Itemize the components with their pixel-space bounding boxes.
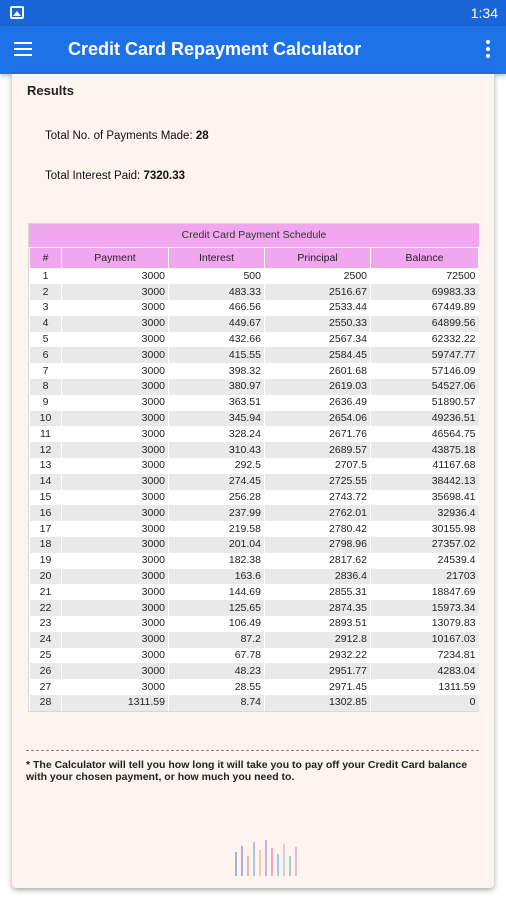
results-card	[12, 74, 494, 888]
cell-balance: 35698.41	[371, 490, 479, 506]
cell-balance: 57146.09	[371, 363, 479, 379]
cell-payment: 3000	[62, 584, 169, 600]
cell-balance: 4283.04	[371, 663, 479, 679]
cell-balance: 67449.89	[371, 300, 479, 316]
cell-principal: 2654.06	[265, 411, 371, 427]
table-row	[30, 553, 479, 569]
calculator-note: * The Calculator will tell you how long it will take you to pay off your Credit Card balance with your chosen payment, or how much you need to.	[26, 759, 468, 783]
table-row	[30, 442, 479, 458]
cell-balance: 64899.56	[371, 316, 479, 332]
cell-payment: 3000	[62, 379, 169, 395]
cell-balance: 59747.77	[371, 347, 479, 363]
cell-row-number: 28	[30, 695, 62, 711]
cell-interest: 483.33	[169, 284, 265, 300]
cell-balance: 24539.4	[371, 553, 479, 569]
cell-interest: 432.66	[169, 332, 265, 348]
cell-principal: 2743.72	[265, 490, 371, 506]
cell-principal: 2707.5	[265, 458, 371, 474]
total-interest-label: Total Interest Paid:	[45, 170, 141, 182]
cell-payment: 3000	[62, 474, 169, 490]
cell-payment: 3000	[62, 490, 169, 506]
cell-interest: 466.56	[169, 300, 265, 316]
cell-principal: 2798.96	[265, 537, 371, 553]
table-caption: Credit Card Payment Schedule	[29, 224, 479, 247]
total-interest-value: 7320.33	[143, 170, 186, 182]
table-row	[30, 648, 479, 664]
cell-row-number: 27	[30, 679, 62, 695]
cell-balance: 18847.69	[371, 584, 479, 600]
table-row	[30, 679, 479, 695]
cell-balance: 54527.06	[371, 379, 479, 395]
cell-payment: 3000	[62, 616, 169, 632]
cell-row-number: 19	[30, 553, 62, 569]
cell-balance: 1311.59	[371, 679, 479, 695]
table-row	[30, 300, 479, 316]
cell-principal: 2912.8	[265, 632, 371, 648]
cell-interest: 237.99	[169, 505, 265, 521]
table-row	[30, 616, 479, 632]
cell-interest: 144.69	[169, 584, 265, 600]
cell-principal: 2855.31	[265, 584, 371, 600]
cell-row-number: 18	[30, 537, 62, 553]
cell-principal: 2874.35	[265, 600, 371, 616]
table-header-row	[30, 248, 479, 269]
cell-row-number: 20	[30, 569, 62, 585]
cell-interest: 363.51	[169, 395, 265, 411]
cell-row-number: 9	[30, 395, 62, 411]
cell-principal: 2689.57	[265, 442, 371, 458]
cell-balance: 46564.75	[371, 426, 479, 442]
table-row	[30, 490, 479, 506]
table-row	[30, 332, 479, 348]
cell-row-number: 21	[30, 584, 62, 600]
table-body	[30, 269, 479, 711]
cell-interest: 48.23	[169, 663, 265, 679]
cell-interest: 219.58	[169, 521, 265, 537]
cell-interest: 380.97	[169, 379, 265, 395]
cell-row-number: 17	[30, 521, 62, 537]
cell-interest: 310.43	[169, 442, 265, 458]
cell-row-number: 24	[30, 632, 62, 648]
cell-balance: 7234.81	[371, 648, 479, 664]
cell-row-number: 14	[30, 474, 62, 490]
cell-principal: 2971.45	[265, 679, 371, 695]
table-row	[30, 379, 479, 395]
col-header-interest: Interest	[169, 248, 265, 269]
results-heading: Results	[27, 83, 74, 98]
table-row	[30, 458, 479, 474]
cell-principal: 2584.45	[265, 347, 371, 363]
cell-payment: 3000	[62, 442, 169, 458]
table-row	[30, 411, 479, 427]
cell-payment: 3000	[62, 569, 169, 585]
cell-principal: 2951.77	[265, 663, 371, 679]
cell-principal: 2762.01	[265, 505, 371, 521]
col-header-balance: Balance	[371, 248, 479, 269]
cell-balance: 10167.03	[371, 632, 479, 648]
table-row	[30, 395, 479, 411]
table-row	[30, 695, 479, 711]
total-payments	[45, 130, 209, 142]
col-header-number: #	[30, 248, 62, 269]
cell-balance: 38442.13	[371, 474, 479, 490]
table-row	[30, 505, 479, 521]
cell-interest: 500	[169, 269, 265, 285]
table-row	[30, 284, 479, 300]
cell-principal: 2550.33	[265, 316, 371, 332]
table-row	[30, 363, 479, 379]
cell-payment: 3000	[62, 505, 169, 521]
cell-row-number: 6	[30, 347, 62, 363]
cell-balance: 69983.33	[371, 284, 479, 300]
cell-payment: 3000	[62, 679, 169, 695]
cell-payment: 3000	[62, 426, 169, 442]
cell-interest: 256.28	[169, 490, 265, 506]
cell-payment: 3000	[62, 347, 169, 363]
cell-interest: 274.45	[169, 474, 265, 490]
table-row	[30, 537, 479, 553]
table-row	[30, 663, 479, 679]
cell-principal: 1302.85	[265, 695, 371, 711]
cell-payment: 3000	[62, 284, 169, 300]
table-row	[30, 269, 479, 285]
cell-interest: 8.74	[169, 695, 265, 711]
cell-payment: 3000	[62, 316, 169, 332]
cell-principal: 2671.76	[265, 426, 371, 442]
table-row	[30, 600, 479, 616]
cell-balance: 32936.4	[371, 505, 479, 521]
cell-interest: 345.94	[169, 411, 265, 427]
cell-row-number: 7	[30, 363, 62, 379]
cell-row-number: 4	[30, 316, 62, 332]
cell-interest: 182.38	[169, 553, 265, 569]
cell-principal: 2516.67	[265, 284, 371, 300]
cell-principal: 2601.68	[265, 363, 371, 379]
cell-payment: 3000	[62, 537, 169, 553]
cell-interest: 292.5	[169, 458, 265, 474]
table-row	[30, 632, 479, 648]
cell-row-number: 22	[30, 600, 62, 616]
table-row	[30, 569, 479, 585]
cell-row-number: 13	[30, 458, 62, 474]
cell-balance: 41167.68	[371, 458, 479, 474]
cell-row-number: 5	[30, 332, 62, 348]
image-notification-icon	[10, 6, 24, 19]
cell-payment: 3000	[62, 363, 169, 379]
cell-payment: 3000	[62, 632, 169, 648]
cell-interest: 106.49	[169, 616, 265, 632]
status-time: 1:34	[470, 5, 498, 21]
cell-balance: 21703	[371, 569, 479, 585]
cell-principal: 2533.44	[265, 300, 371, 316]
total-interest	[45, 170, 185, 182]
cell-interest: 449.67	[169, 316, 265, 332]
status-bar	[0, 0, 506, 26]
cell-row-number: 3	[30, 300, 62, 316]
hamburger-menu-icon[interactable]	[14, 40, 40, 60]
cell-balance: 51890.57	[371, 395, 479, 411]
divider	[26, 750, 479, 751]
cell-principal: 2567.34	[265, 332, 371, 348]
app-title: Credit Card Repayment Calculator	[68, 39, 362, 59]
cell-balance: 43875.18	[371, 442, 479, 458]
table-row	[30, 584, 479, 600]
cell-row-number: 23	[30, 616, 62, 632]
cell-principal: 2636.49	[265, 395, 371, 411]
cell-interest: 328.24	[169, 426, 265, 442]
cell-payment: 3000	[62, 600, 169, 616]
cell-payment: 3000	[62, 663, 169, 679]
col-header-payment: Payment	[62, 248, 169, 269]
cell-balance: 62332.22	[371, 332, 479, 348]
cell-row-number: 11	[30, 426, 62, 442]
cell-interest: 201.04	[169, 537, 265, 553]
cell-payment: 3000	[62, 521, 169, 537]
table-row	[30, 347, 479, 363]
cell-payment: 3000	[62, 458, 169, 474]
cell-balance: 27357.02	[371, 537, 479, 553]
cell-row-number: 1	[30, 269, 62, 285]
app-bar	[0, 26, 506, 74]
cell-payment: 3000	[62, 553, 169, 569]
table-row	[30, 521, 479, 537]
cell-row-number: 8	[30, 379, 62, 395]
cell-principal: 2893.51	[265, 616, 371, 632]
table-row	[30, 426, 479, 442]
cell-balance: 49236.51	[371, 411, 479, 427]
cell-row-number: 2	[30, 284, 62, 300]
cell-row-number: 16	[30, 505, 62, 521]
more-vert-icon[interactable]	[480, 38, 496, 64]
col-header-principal: Principal	[265, 248, 371, 269]
cell-payment: 3000	[62, 269, 169, 285]
table-row	[30, 316, 479, 332]
cell-interest: 28.55	[169, 679, 265, 695]
cell-payment: 3000	[62, 648, 169, 664]
cell-payment: 1311.59	[62, 695, 169, 711]
cell-interest: 125.65	[169, 600, 265, 616]
cell-payment: 3000	[62, 411, 169, 427]
cell-principal: 2836.4	[265, 569, 371, 585]
cell-balance: 0	[371, 695, 479, 711]
payment-schedule-table	[28, 223, 479, 712]
cell-row-number: 26	[30, 663, 62, 679]
cell-principal: 2780.42	[265, 521, 371, 537]
cell-payment: 3000	[62, 395, 169, 411]
cell-interest: 163.6	[169, 569, 265, 585]
cell-principal: 2619.03	[265, 379, 371, 395]
table-row	[30, 474, 479, 490]
cell-row-number: 12	[30, 442, 62, 458]
cell-principal: 2817.62	[265, 553, 371, 569]
cell-principal: 2932.22	[265, 648, 371, 664]
cell-interest: 67.78	[169, 648, 265, 664]
cell-payment: 3000	[62, 300, 169, 316]
bar-lines-logo	[234, 838, 304, 878]
total-payments-value: 28	[195, 130, 209, 142]
cell-row-number: 15	[30, 490, 62, 506]
cell-row-number: 10	[30, 411, 62, 427]
cell-balance: 30155.98	[371, 521, 479, 537]
cell-row-number: 25	[30, 648, 62, 664]
cell-payment: 3000	[62, 332, 169, 348]
cell-balance: 15973.34	[371, 600, 479, 616]
cell-interest: 398.32	[169, 363, 265, 379]
cell-balance: 13079.83	[371, 616, 479, 632]
cell-interest: 415.55	[169, 347, 265, 363]
cell-interest: 87.2	[169, 632, 265, 648]
cell-principal: 2725.55	[265, 474, 371, 490]
cell-principal: 2500	[265, 269, 371, 285]
cell-balance: 72500	[371, 269, 479, 285]
total-payments-label: Total No. of Payments Made:	[45, 130, 193, 142]
